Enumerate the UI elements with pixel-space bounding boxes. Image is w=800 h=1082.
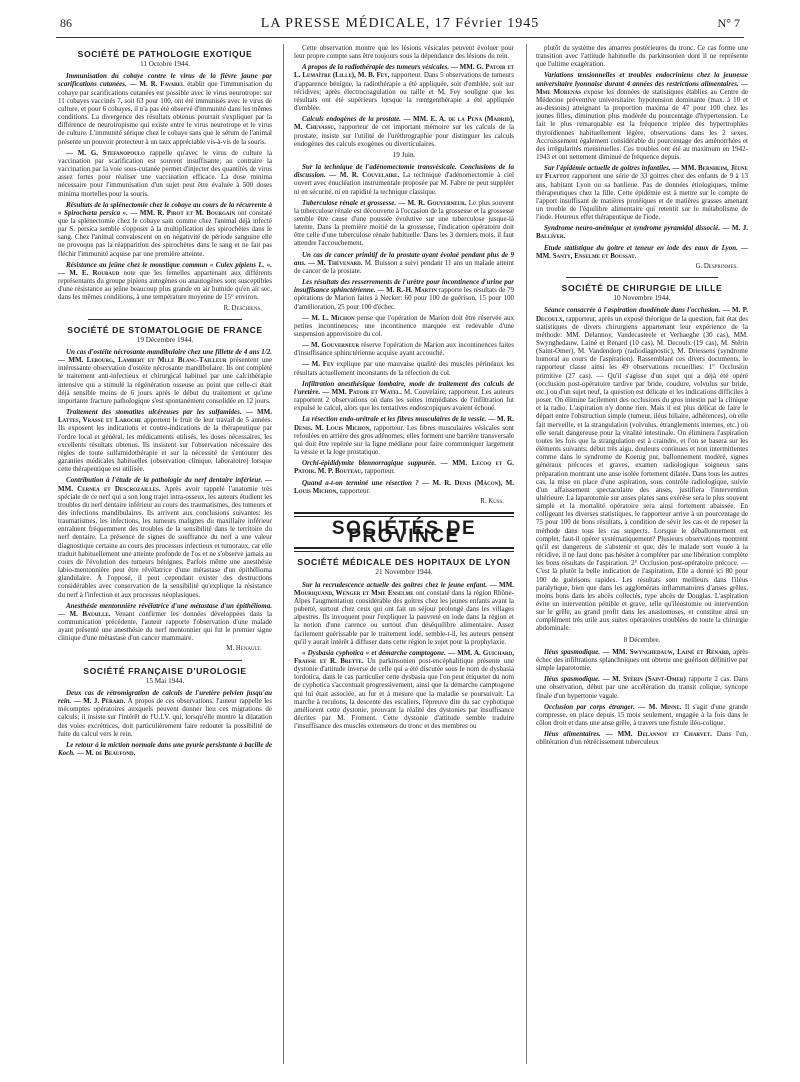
item-authors: — M. J. Balliver. [536,224,748,241]
communication-item [58,348,272,405]
communication-item [58,408,272,473]
communication-item [536,71,748,161]
item-authors: — M. G. Stefanopoulo [66,148,145,157]
item-authors: — M. R. Couvelaire. [329,171,400,180]
item-authors: — MM. G. Patoir et L. Lemaître (Lille), M. B. Fey, [294,63,514,80]
item-authors: — M. Gouverneur [302,341,360,350]
item-list [536,71,748,259]
communication-item [536,648,748,672]
item-body: rapporte 2 cas. Dans une observation, début par une accélération du transit colique, syncope finale d'un hypertonie vagale. [536,675,748,700]
item-body: Dans l'un, oblitération d'un rétrécissement tuberculeux [536,730,748,747]
communication-item [58,201,272,258]
communication-item [294,199,514,248]
divider [566,277,718,278]
item-body: apportent le fruit de leur travail de 5 années. Ils exposent les indications et contre-indications de la thérapeutique par l'ordre local et général, les médicaments utilisés, les doses nécessaires, les excellents résultats obtenus. Ils insistent sur l'observation nécessaire des règles de toute sulfamidothérapie et sur la nécessité de s'entourer des garanties médicales habituelles (observation clinique, laboratoire) lorsque cette thérapeutique est utilisée. [58,416,272,474]
item-title: Iléus alimentaires. [544,730,601,739]
lead-paragraph: plutôt du système des amarres postérieures du tronc. Ce cas forme une transition avec l'attitude habituelle du parkinsonien dont il ne représente que l'ultime exagération. [536,44,748,69]
divider [88,660,242,661]
item-authors: — M. Stérin (Saint-Omer) [602,675,686,684]
communication-item [294,163,514,196]
item-body: pense que l'opération de Marion doit être réservée aux petites incontinences; une incontinence marquée est redevable d'une suspension approvisoire du col. [294,313,514,338]
section-date: 19 Décembre 1944. [136,335,194,344]
item-authors: — MM. Santy, Enselme et Boussat. [536,243,748,260]
item-title: Sur l'épidémie actuelle de goitres infantiles. [544,164,671,173]
communication-item [294,360,514,376]
item-body: M. Couvelaire, rapporteur. Les auteurs rapportent 2 observations où dans les suites immédiates de l'infiltration fut expulsé le calcul, alors que les tentatives endoscopiques avaient échoué. [294,387,514,413]
item-title: La résection endo-urétrale et les fibres musculaires de la vessie. [302,415,487,424]
item-title: Iléus spasmodique. [544,675,601,684]
item-title: Syndrome neuro-anémique et syndrome pyramidal dissocié. [544,224,720,233]
signature: M. Henault. [226,645,262,653]
item-body: présentent une intéressante observation d'ostéite nécrosante mandibulaire. Ils ont complété le traitement anti-infectieux et chirurgical habituel par une calcithérapie intensive qui a stimulé la régénération osseuse au point que celle-ci était déjà sensible moins de 6 jours après le début du traitement et qu'une importante fracture pathologique s'est spontanément consolidée en 12 jours. [58,356,272,405]
communication-item [294,649,514,731]
masthead [60,16,740,36]
column-1 [58,44,272,1074]
province-title: SOCIÉTÉS DE PROVINCE [331,517,477,548]
item-title: Résistance au jeûne chez le moustique commun « Culex pipiens L. ». [66,260,272,269]
item-body: rapporte les résultats de 79 opérations de Marion faites à Necker: 60 pour 100 de guérison, 15 pour 100 d'amélioration, 25 pour 100 d'échec. [294,286,514,311]
item-authors: — MM. Delannoy et Charvet. [605,730,712,739]
item-authors: — MM. Lattes, Vrasse et Laroche [58,408,272,425]
item-body: réserve l'opération de Marion aux incontinences faites d'insuffisance sphinctérienne acquise ayant accouché. [294,341,514,358]
communication-item [294,459,514,475]
item-authors: — M. R. Favarel [129,80,185,89]
section-title: SOCIÉTÉ MÉDICALE DES HOPITAUX DE LYON [297,557,511,568]
communication-item [536,306,748,632]
item-body: rapporteur. [339,486,371,495]
item-authors: — MM. Lebourg, Lambert et Mlle Blanc-Tailleur [58,356,227,365]
item-body: rapporteur. [364,467,396,476]
item-body: expose les données de statistiques établies au Centre de Médecine préventive universitaire: hypotension dominante (max. à 10 et au-dessous) atteignant la proportion maxima de 47 pour 100 chez les jeunes filles, diminution plus modérée du pourcentage d'hypertension. Le fait le plus remarquable est la fréquence triplée des hypertrophies thyroïdiennes habituellement légère, observations dans les 2 sexes. Accroissement également considérable du pourcentage des aménorrhées et des irrégularités menstruelles. Ces troubles ont été au maximum en 1942-1943 et ont nettement diminué de fréquence depuis. [536,87,748,162]
column-separator [283,44,284,1064]
item-title: Sur la recrudescence actuelle des goitres chez le jeune enfant. [302,580,488,589]
item-body: À propos de ces observations, l'auteur rappelle les mécomptes opératoires auxquels peuvent donner lieu ces migrations de calculs; il insiste sur l'intérêt de l'U.I.V. qui, lorsqu'elle montre la dilatation des voies excrétrices, doit particulièrement faire redouter la possibilité de fuite du calcul vers le rein. [58,697,272,738]
item-authors: — MM. Lecoq et G. Patoir. M. P. Bouteau, [294,459,514,476]
item-authors: — M. Thévenard. [308,258,363,267]
double-rule [294,512,514,517]
masthead-rule [56,37,744,38]
item-title: Les résultats des resserrements de l'urètre pour incontinence d'urine par insuffisance sphinctérienne. [294,278,514,295]
item-authors: — MM. Swynghedauw, Lainé et Renard, [602,647,731,656]
lead-paragraph: Cette observation montre que les lésions vésicales peuvent évoluer pour leur propre compte sans être toujours sous la dépendance des lésions du rein. [294,44,514,61]
item-list [294,581,514,731]
item-list [294,63,514,148]
item-title: Occlusion par corps étranger. [544,702,635,711]
item-body: explique par une mauvaise qualité des muscles périnéaux les résultats actuellement inconstants de la réfection du col. [294,360,514,377]
item-title: Infiltration anesthésique lombaire, mode de traitement des calculs de l'uretère. [294,379,514,396]
item-list [536,306,748,632]
item-body: Après avoir rappelé l'anatomie très spéciale de ce nerf qui a son long trajet intra-osseux, les auteurs étudient les troubles du nerf dentaire inférieur au cours des traumatismes, des tumeurs et des infections mandibulaires. Ils arrivent aux conclusions suivantes: les traumatismes, les infections, les tumeurs malignes du maxillaire inférieur entraînent fréquemment des troubles de la sensibilité dans le territoire du nerf dentaire. La présence de signes de souffrance du nerf a une valeur diagnostique certaine au cours des processus infectieux et tumoraux, car elle traduit habituellement une atteinte profonde de l'os et ne s'observe jamais au cours de l'évolution des tumeurs bénignes. Parfois même une anesthésie labio-mentonnière peut être révélatrice d'une métastase d'un épithélioma glandulaire. À l'opposé, il peut cependant exister des destructions considérables avec conservation de la sensibilité qu'explique la résistance du nerf à l'infection et aux processus néoplasiques. [58,484,272,599]
item-body: Venant confirmer les données développées dans la communication précédente, l'auteur rapporte l'observation d'une malade ayant présenté une anesthésie du nerf mentonnier qui fut le premier signe clinique d'une métastase d'un cancer mammaire. [58,609,272,643]
communication-item [58,149,272,198]
item-list [58,348,272,642]
item-title: Deux cas de rétromigration de calculs de l'uretère pelvien jusqu'au rein. [58,688,272,706]
item-body: Un parkinsonien post-encéphalitique présente une dystonie d'attitude inverse de celle qui a été discutée sous le nom de dysbasia lordotica, dans le cas particulier cette dysbasia que l'on peut étiqueter du nom de cyphotica s'accentuait progressivement, ainsi que la démarche camptogone qui lui était associée, au fur et à mesure que la maladie se poursuivait. La marche à reculons, la descente des escaliers, l'épreuve dite du sac cyphotique améliorent cette dystonie, prouvant la réalité des dystonies par insuffisance décrites par M. Froment. Cette dystonie d'attitude semble traduire l'insuffisance des muscles extenseurs du tronc et des membres ou [294,657,514,731]
item-list [58,689,272,757]
item-authors: — MM. Mouriquand, Wenger et Mme Enselme [294,580,514,597]
item-title: Traitement des stomatites ulcéreuses par les sulfamides. [66,408,242,417]
item-authors: — M. Bataille. [58,609,111,618]
communication-item [58,72,272,145]
communication-item [294,278,514,311]
item-list [536,648,748,747]
communication-item [536,730,748,746]
item-authors: — M. P. Decoulx, [536,306,748,323]
item-authors: — M. Fey [302,360,334,369]
signature: R. Küss. [480,497,504,505]
item-authors: — M. J. Pérard. [73,697,126,706]
section-date: 8 Décembre. [623,635,661,644]
item-title: Calculs endogènes de la prostate. [302,115,401,124]
communication-item [294,415,514,456]
section-date: 10 Novembre 1944. [613,294,671,303]
column-separator [526,44,527,1064]
item-title: « Dysbasia cyphotica » et démarche camptogone. [302,648,446,657]
signature: R. Deschiens. [223,304,262,312]
item-title: Séance consacrée à l'aspiration duodénale dans l'occlusion. [544,306,721,315]
item-body: rapportent une série de 33 goitres chez des enfants de 9 à 13 ans, habitant Lyon ou sa banlieue. Pas de données étiologiques, même thérapeutiques chez la fille. Cette épidémie est à mettre sur le compte de l'apport insuffisant de matières protéiques et de matières grasses amenant un trouble de l'équilibre alimentaire qui retentit sur le métabolisme de l'iode. Heureux effet thérapeutique de l'iode. [536,172,748,222]
communication-item [536,164,748,221]
item-authors: — MM. E. A. de la Pena (Madrid), M. Chevassu, [294,115,514,132]
item-authors: — M. R. Denis (Mâcon), M. Louis Michon, [294,478,514,495]
communication-item [294,341,514,357]
item-body: rapporteur. Dans 5 observations de tumeurs d'apparence bénigne, la radiothérapie a été appliquée, soit d'emblée, soit sur récidives; après électrocoagulation ou taille et M. Fey souligne que les résultats ont été supérieurs lorsque la rœntgenthérapie a été appliquée d'emblée. [294,71,514,113]
item-title: Résultats de la splénectomie chez le cobaye au cours de la récurrente à « Spirochæta persica ». [58,200,272,217]
item-body: rappelle qu'avec le virus de culture la vaccination par scarification est souvent insuffisante; au contraire la vaccination par la voie sous-cutanée permet d'injecter des quantités de virus assez fortes pour réaliser une vaccination efficace. La dose minima nécessaire pour l'immunisation d'un sujet peut être évaluée à 500 doses minima mortelles pour la souris. [58,148,272,198]
communication-item [294,380,514,413]
item-authors: — M. L. Michon [302,313,355,322]
divider [88,319,242,320]
item-title: Le retour à la miction normale dans une pyurie persistante à bacille de Koch. [58,740,272,758]
communication-item [536,675,748,699]
communication-item [536,224,748,240]
item-list [58,72,272,301]
column-2 [294,44,514,1074]
item-body: rapporteur de cet important mémoire sur les calculs de la prostate, insiste sur l'utilité de l'uréthrographie pour distinguer les calculs endogènes des calculs exogènes ou diverticulaires. [294,123,514,148]
item-authors: — M. R. Denis. M. Louis Michon, [294,415,514,432]
item-authors: — MM. Bernheim, Jeune et Flattot [536,164,748,181]
item-authors: — MM. R. Pirot et M. Bourgain [130,208,236,217]
item-title: Tuberculose rénale et grossesse. [302,198,397,207]
item-authors: — MM. Patoir et Watel. [322,387,402,396]
communication-item [294,251,514,275]
item-authors: — M. de Beaufond. [76,749,136,758]
communication-item [294,479,514,495]
section-title: SOCIÉTÉ DE PATHOLOGIE EXOTIQUE [77,49,253,59]
item-body: La technique d'adénomectomie à ciel ouvert avec énucléation instrumentale proposée par M. Fabre ne peut suppléer ni en sécurité, ni en rapidité la technique classique. [294,171,514,196]
communication-item [536,703,748,727]
item-title: Un cas de cancer primitif de la prostate ayant évolué pendant plus de 9 ans. [294,250,514,267]
item-title: Un cas d'ostéite nécrosante mandibulaire chez une fillette de 4 ans 1/2. [66,348,272,356]
signature: G. Desprinmes. [695,262,738,270]
item-title: Etude statistique du goitre et teneur en iode des eaux de Lyon. [544,243,738,252]
section-title: SOCIÉTÉ FRANÇAISE D'UROLOGIE [83,665,247,676]
item-authors: — MM. A. Guichard, Fraisse et R. Brette. [294,648,514,665]
item-body: Il s'agit d'une grande compresse, en place depuis 15 mois seulement, engagée à la fois dans le côlon droit et dans une anse grêle, à travers une fistule iléo-colique. [536,702,748,728]
item-body: ont constaté que la splénectomie chez le cobaye sain comme chez l'animal déjà infecté par S. persica semble s'opposer à la multiplication des spirochètes dans le sang. Chez l'animal convalescent on en négativité de période sanguine elle ne provoque pas la réapparition des spirochètes dans le sang et ne fait pas fléchir l'immunité acquise par une première atteinte. [58,208,272,258]
item-title: A propos de la radiothérapie des tumeurs vésicales. [302,63,450,72]
communication-item [536,244,748,260]
communication-item [294,115,514,148]
communication-item [58,741,272,757]
item-title: Orchi-épididymite blennorragique suppurée. [302,459,437,468]
item-body: Le plus souvent la tuberculose rénale est découverte à l'occasion de la grossesse et la grossesse semble être cause d'une poussée évolutive sur une tuberculose jusque-là latente. Dans la première moitié de la grossesse, l'indication opératoire doit être celle d'une tuberculose rénale habituelle. Dans les 3 derniers mois, il faut attendre l'accouchement. [294,198,514,248]
item-authors: — M. R.-H. Martin [377,286,437,295]
communication-item [58,476,272,598]
communication-item [294,581,514,646]
journal-title: LA PRESSE MÉDICALE, 17 Février 1945 [260,16,540,31]
item-body: après échec des infiltrations splanchniques ont obtenu une guérison définitive par simple laparotomie. [536,647,748,673]
item-authors: — M. Minne. [638,702,682,711]
item-title: Sur la technique de l'adénomectomie transvésicale. Conclusions de la discussion. [294,163,514,180]
section-date: 15 Mai 1944. [145,676,185,685]
section-title: SOCIÉTÉ DE STOMATOLOGIE DE FRANCE [67,324,263,335]
item-authors: — Mme Morenas [536,79,748,96]
item-body: note que les femelles appartenant aux différents représentants du groupe pipiens autogènes ou anautogènes sont susceptibles d'une résistance au jeûne beaucoup plus grande en air humide qu'en air sec, dans les mêmes conditions, à une température moyenne de 15° environ. [58,268,272,302]
item-title: Iléus spasmodique. [544,647,601,656]
section-title: SOCIÉTÉ DE CHIRURGIE DE LILLE [561,283,723,294]
section-date: 19 Juin. [392,150,416,159]
item-body: établit que l'immunisation du cobaye par scarifications cutanées est possible avec le virus neurotrope: sur 11 cobayes vaccinés 7, soit 63 pour 100, ont été immunisés avec le virus de culture, et pour 6 cobayes, il n'a pas été observé d'immunité dans les mêmes conditions. La divergence des résultats obtenus pourrait s'expliquer par la différence de neurotropisme qui existe entre le virus neurotrope et le virus de culture. L'immunité sérique chez le cobaye sans que le sérum de l'animal présente un pouvoir protecteur à un taux appréciable vis-à-vis de la souris. [58,80,272,146]
section-date: 11 Octobre 1944. [140,60,190,69]
communication-item [294,63,514,112]
item-body: rapporteur, après un exposé théorique de la question, fait état des statistiques de divers chirurgiens appartenant leur expérience de la méthode: MM. Delannoy, Vandecasteele et Verhaeghe (30 cas), MM. Swynghedauw, Lainé et Renard (10 cas), M. Decoulx (19 cas), M. Stérin (Saint-Omer), M. Vandendorp (radiodiagnostic), M. Driessens (syndrome humoral au cours de l'aspiration). Rassemblant ces divers documents, le rapporteur classe ainsi les 49 observations recueillies: 1° Occlusion primitive (27 cas). — Qu'il s'agisse d'un sujet qui a déjà été opéré (occlusion post-opératoire tardive par bride, coudure, volvulus sur bride, etc.) ou d'un sujet neuf, la question est délicate et les indications difficiles à poser. On élimine facilement des occlusions du gros intestin par la clinique et la radio. L'aspiration n'y donne rien. Mais il est plus délicat de faire le départ entre l'obstruction simple (tumeur, iléus biliaire, adhérences), où elle fait merveille, et la strangulation (volvulus, étranglements internes, etc.) où elle serait dangereuse pour la vitalité intestinale. On éliminera l'aspiration toutes les fois que la strangulation est à craindre, et l'on se basera sur les éléments suivants: début très aigu, douleurs continues et non intermittentes comme dans le syndrome de Koenig pur, ballonnement modéré, signes généraux précoces et graves, examen radiologique soigneux sans préparation montrant une anse isolée fortement dilatée. Dans tous les autres cas, la mise en place d'une aspiration, sous contrôle radiologique, suivie d'un affaissement spectaculaire des anses, justifiera l'intervention ultérieure. La laparotomie sur anses plates sans exérèse sera le plus souvent simple et la mortalité opératoire sera ainsi fortement abaissée. En colligeant les diverses statistiques, le rapporteur arrive à un pourcentage de 75 pour 100 de bons résultats, à condition de sévir les cas et de reposer la méthode dans tous les cas suspects. Lorsque le déballonnement est complet, faut-il opérer systématiquement? Plusieurs observations montrent qu'il est dangereux de s'abstenir et que, dès le malade sort vouée à la récidive, il ne faut donc pas hésiter à compléter par une libération complète les bons résultats de l'aspiration. 2° Occlusion post-opératoire précoce. — C'est là plutôt la belle indication de l'aspiration. Elle a donné ici 80 pour 100 de guérisons rapides. Les résultats sont meilleurs dans l'iléus paralytique, bien que dans les agglomérats inflammatoires d'anses grêles, moins bons dans les abcès collectés, type abcès de Douglas. L'aspiration évite un intervention pénible et grave, telle qu'iléostomie ou intervention sur le grêle, au grand profit dans les anastomoses, et constitue ainsi un complément très utile aux suites opératoires troublées de toute la chirurgie abdominale. [536,314,748,633]
item-title: Immunisation du cobaye contre le virus de la fièvre jaune par scarifications cutanées. [58,72,272,89]
column-3 [536,44,748,1074]
item-body: M. Buisson a suivi pendant 11 ans un malade atteint de cancer de la prostate. [294,258,514,275]
item-title: Quand a-t-on terminé une résection ? [302,478,419,487]
communication-item [58,602,272,643]
item-title: Contribution à l'étude de la pathologie du nerf dentaire inférieur. [66,476,263,485]
item-title: Anesthésie mentonnière révélatrice d'une métastase d'un épithélioma. [66,601,272,610]
item-body: rapporteur. Les fibres musculaires vésicales sont refoulées en arrière des gros adénomes; elles forment une barrière transversale qui doit être repérée sur la ligne médiane pour faire communiquer largement la vessie et la loge prostatique. [294,423,514,457]
item-body: ont constaté dans la région Rhône-Alpes l'augmentation considérable des goitres chez les jeunes enfants avant la puberté, surtout chez ceux qui ont fait un séjour prolongé dans les villages alpestres. Ils invoquent pour l'expliquer la pauvreté en iode dans la région et la notion d'une carence ou surtout d'un déséquilibre alimentaire. Assez facilement guérissable par le traitement iodé, semble-t-il, les auteurs pensent qu'il y aurait intérêt à diffuser dans cette région le sujet pour la prophylaxie. [294,588,514,646]
item-authors: — M. E. Roubaud [58,268,120,277]
item-authors: — M. R. Gouverneur. [398,198,467,207]
item-list [294,163,514,495]
issue-number: N° 7 [717,16,740,30]
double-rule [294,547,514,552]
communication-item [58,261,272,302]
item-title: Variations tensionnelles et troubles endocriniens chez la jeunesse universitaire lyonnaise durant 4 années des restrictions alimentaires. [536,71,748,88]
item-authors: — MM. Cernea et Descrozailles. [58,476,272,493]
section-date: 21 Novembre 1944. [375,568,433,577]
page-number: 86 [60,16,72,30]
communication-item [294,314,514,338]
communication-item [58,689,272,738]
